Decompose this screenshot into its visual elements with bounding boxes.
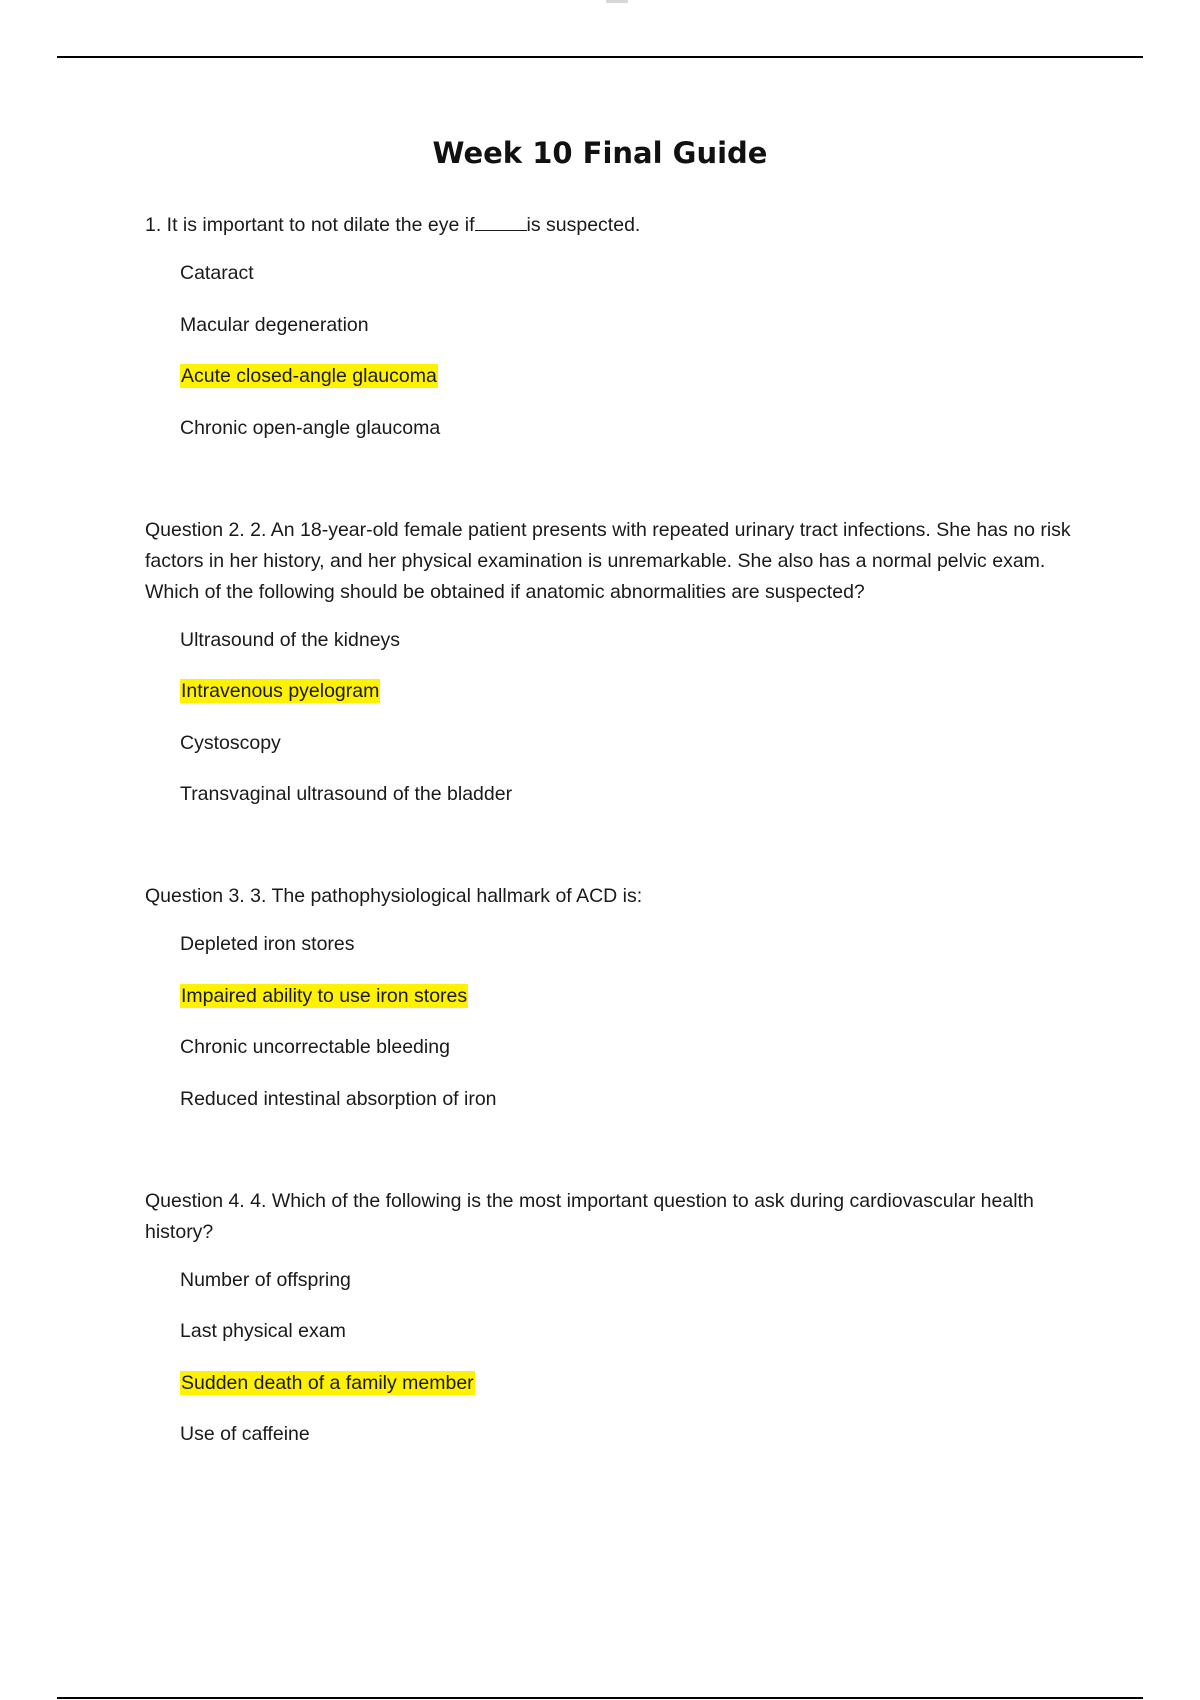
answer-option-label-highlighted: Impaired ability to use iron stores xyxy=(181,984,468,1007)
answer-option[interactable] xyxy=(180,1419,1085,1450)
question-3-options xyxy=(145,929,1085,1115)
answer-option-label: Cataract xyxy=(180,262,254,284)
answer-option[interactable] xyxy=(180,310,1085,341)
question-2-text: Question 2. 2. An 18-year-old female patient presents with repeated urinary tract infections. She has no risk factors in her history, and her physical examination is unremarkable. She also has a normal pelvic exam. Which of the following should be obtained if anatomic abnormalities are suspected? xyxy=(145,518,1071,603)
answer-option-label: Last physical exam xyxy=(180,1320,346,1342)
fill-in-blank xyxy=(475,212,527,231)
answer-option-label: Number of offspring xyxy=(180,1268,351,1291)
question-list xyxy=(145,210,1085,1450)
answer-option-label: Depleted iron stores xyxy=(180,933,355,955)
answer-option-label: Chronic uncorrectable bleeding xyxy=(180,1036,450,1058)
answer-option[interactable] xyxy=(180,1265,1085,1296)
answer-option-correct[interactable] xyxy=(180,676,1085,707)
answer-option[interactable] xyxy=(180,728,1085,759)
question-4-options xyxy=(145,1265,1085,1451)
answer-option-label-highlighted: Sudden death of a family member xyxy=(181,1371,474,1394)
page-top-mark xyxy=(606,0,628,3)
answer-option-correct[interactable] xyxy=(180,981,1085,1012)
header-rule xyxy=(57,56,1143,58)
answer-option[interactable] xyxy=(180,1032,1085,1063)
answer-option-label: Transvaginal ultrasound of the bladder xyxy=(180,783,513,805)
question-4 xyxy=(145,1186,1085,1451)
answer-option[interactable] xyxy=(180,413,1085,444)
question-3 xyxy=(145,881,1085,1115)
answer-option[interactable] xyxy=(180,929,1085,960)
answer-option[interactable] xyxy=(180,625,1085,656)
answer-option[interactable] xyxy=(180,1316,1085,1347)
answer-option-label: Use of caffeine xyxy=(180,1423,310,1445)
answer-option-label: Chronic open-angle glaucoma xyxy=(180,416,441,439)
question-1-text-end: is suspected. xyxy=(526,214,641,236)
answer-option[interactable] xyxy=(180,1084,1085,1115)
answer-option-correct[interactable] xyxy=(180,1368,1085,1399)
answer-option-label: Macular degeneration xyxy=(180,313,369,336)
question-1-text-start: 1. It is important to not dilate the eye if xyxy=(145,214,475,236)
question-4-text: Question 4. 4. Which of the following is the most important question to ask during cardiovascular health history? xyxy=(145,1189,1034,1243)
answer-option-label-highlighted: Acute closed-angle glaucoma xyxy=(181,365,437,387)
answer-option[interactable] xyxy=(180,779,1085,810)
page-title: Week 10 Final Guide xyxy=(432,136,768,170)
answer-option-label: Reduced intestinal absorption of iron xyxy=(180,1087,497,1110)
footer-rule xyxy=(57,1697,1143,1699)
answer-option-label: Ultrasound of the kidneys xyxy=(180,628,401,651)
answer-option-label: Cystoscopy xyxy=(180,731,281,754)
answer-option-correct[interactable] xyxy=(180,361,1085,392)
question-1-text xyxy=(145,210,1085,241)
question-3-text: Question 3. 3. The pathophysiological hallmark of ACD is: xyxy=(145,885,643,907)
question-1-options xyxy=(145,258,1085,444)
question-2 xyxy=(145,515,1085,811)
question-2-options xyxy=(145,625,1085,811)
answer-option-label-highlighted: Intravenous pyelogram xyxy=(181,680,380,702)
question-1 xyxy=(145,210,1085,444)
answer-option[interactable] xyxy=(180,258,1085,289)
